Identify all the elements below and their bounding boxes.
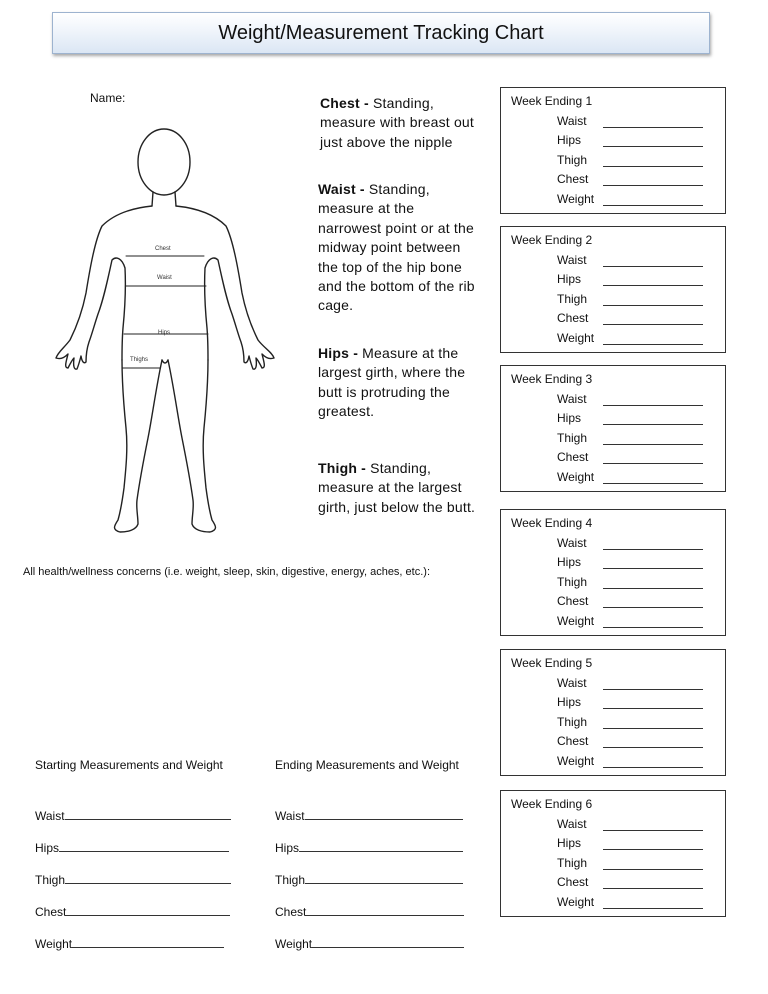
starting-measurements [35, 756, 235, 951]
week-field-entry-line[interactable] [603, 908, 703, 909]
ending-field-label: Weight [275, 937, 313, 951]
week-field-entry-line[interactable] [603, 888, 703, 889]
week-field-label: Thigh [557, 152, 588, 167]
ending-measurements [275, 756, 475, 951]
week-field-label: Chest [557, 594, 589, 609]
week-field-entry-line[interactable] [603, 324, 703, 325]
week-field-entry-line[interactable] [603, 689, 703, 690]
starting-entry-line[interactable] [72, 936, 224, 948]
week-field-entry-line[interactable] [603, 127, 703, 128]
ending-field-label: Hips [275, 841, 300, 855]
week-field-entry-line[interactable] [603, 830, 703, 831]
week-field-entry-line[interactable] [603, 607, 703, 608]
week-title: Week Ending 3 [511, 372, 593, 386]
week-field-label: Hips [557, 836, 582, 851]
name-label: Name: [90, 91, 126, 105]
week-field-label: Thigh [557, 855, 588, 870]
ending-entry-line[interactable] [306, 904, 464, 916]
week-field-label: Chest [557, 875, 589, 890]
figure-label-thighs: Thighs [130, 357, 149, 363]
week-field-label: Waist [557, 114, 587, 128]
hips-text: Measure at the largest girth, where the butt is protruding the greatest. [318, 345, 466, 420]
week-field-entry-line[interactable] [603, 344, 703, 345]
week-box-4 [500, 509, 726, 636]
week-field-label: Waist [557, 536, 587, 550]
week-field-entry-line[interactable] [603, 205, 703, 206]
week-field-entry-line[interactable] [603, 424, 703, 425]
starting-row [35, 808, 231, 823]
ending-entry-line[interactable] [305, 808, 463, 820]
starting-row [35, 904, 230, 919]
starting-entry-line[interactable] [59, 840, 229, 852]
ending-row [275, 840, 463, 855]
week-title: Week Ending 4 [511, 516, 593, 530]
week-title: Week Ending 5 [511, 656, 593, 670]
week-title: Week Ending 1 [511, 94, 593, 108]
ending-row [275, 904, 464, 919]
ending-row [275, 936, 464, 951]
week-field-entry-line[interactable] [603, 588, 703, 589]
week-field-entry-line[interactable] [603, 767, 703, 768]
week-field-label: Hips [557, 411, 582, 426]
week-field-entry-line[interactable] [603, 166, 703, 167]
starting-entry-line[interactable] [65, 872, 231, 884]
week-field-entry-line[interactable] [603, 146, 703, 147]
week-field-entry-line[interactable] [603, 305, 703, 306]
chest-term: Chest - [320, 95, 369, 111]
week-field-entry-line[interactable] [603, 568, 703, 569]
week-field-label: Weight [557, 753, 595, 768]
ending-field-label: Thigh [275, 873, 306, 887]
week-field-entry-line[interactable] [603, 869, 703, 870]
figure-label-waist: Waist [157, 275, 172, 281]
starting-field-label: Waist [35, 809, 65, 823]
ending-field-label: Waist [275, 809, 305, 823]
week-field-entry-line[interactable] [603, 266, 703, 267]
starting-field-label: Thigh [35, 873, 66, 887]
waist-text: Standing, measure at the narrowest point or at the midway point between the top of the hip bone and the bottom of the rib cage. [318, 181, 475, 314]
week-field-entry-line[interactable] [603, 627, 703, 628]
week-field-label: Thigh [557, 291, 588, 306]
week-field-entry-line[interactable] [603, 285, 703, 286]
week-field-label: Weight [557, 469, 595, 484]
starting-row [35, 872, 231, 887]
week-field-label: Hips [557, 555, 582, 570]
week-field-label: Hips [557, 272, 582, 287]
week-box-3 [500, 365, 726, 492]
week-field-label: Hips [557, 695, 582, 710]
figure-label-chest: Chest [155, 246, 171, 252]
week-field-entry-line[interactable] [603, 483, 703, 484]
week-field-label: Waist [557, 253, 587, 267]
waist-term: Waist - [318, 181, 365, 197]
page-title: Weight/Measurement Tracking Chart [52, 12, 710, 54]
week-field-label: Thigh [557, 430, 588, 445]
ending-entry-line[interactable] [312, 936, 464, 948]
starting-field-label: Hips [35, 841, 60, 855]
ending-field-label: Chest [275, 905, 307, 919]
ending-row [275, 872, 463, 887]
ending-entry-line[interactable] [305, 872, 463, 884]
starting-row [35, 936, 224, 951]
week-field-entry-line[interactable] [603, 405, 703, 406]
week-field-label: Hips [557, 133, 582, 148]
starting-entry-line[interactable] [66, 904, 230, 916]
week-field-entry-line[interactable] [603, 747, 703, 748]
week-field-entry-line[interactable] [603, 463, 703, 464]
thigh-term: Thigh - [318, 460, 367, 476]
starting-heading: Starting Measurements and Weight [35, 758, 223, 772]
ending-entry-line[interactable] [299, 840, 463, 852]
starting-field-label: Weight [35, 937, 73, 951]
week-field-entry-line[interactable] [603, 549, 703, 550]
starting-entry-line[interactable] [65, 808, 231, 820]
week-field-entry-line[interactable] [603, 728, 703, 729]
week-field-label: Weight [557, 191, 595, 206]
week-field-label: Chest [557, 450, 589, 465]
chest-description [320, 94, 480, 152]
starting-row [35, 840, 229, 855]
figure-label-hips: Hips [158, 330, 171, 336]
week-field-label: Chest [557, 734, 589, 749]
week-field-label: Waist [557, 676, 587, 690]
week-field-label: Thigh [557, 714, 588, 729]
week-box-2 [500, 226, 726, 353]
week-field-entry-line[interactable] [603, 185, 703, 186]
week-field-label: Thigh [557, 574, 588, 589]
body-outline-figure [40, 128, 290, 558]
hips-term: Hips - [318, 345, 359, 361]
week-field-label: Weight [557, 613, 595, 628]
hips-description [318, 344, 478, 422]
thigh-text: Standing, measure at the largest girth, just below the butt. [318, 460, 476, 515]
week-field-label: Waist [557, 817, 587, 831]
concerns-label: All health/wellness concerns (i.e. weight, sleep, skin, digestive, energy, aches, etc.): [23, 566, 430, 578]
week-field-label: Chest [557, 311, 589, 326]
week-field-label: Weight [557, 330, 595, 345]
week-field-entry-line[interactable] [603, 849, 703, 850]
thigh-description [318, 459, 478, 517]
chest-text: Standing, measure with breast out just above the nipple [320, 95, 475, 150]
week-box-5 [500, 649, 726, 776]
week-box-1 [500, 87, 726, 214]
waist-description [318, 180, 478, 316]
week-field-entry-line[interactable] [603, 708, 703, 709]
week-title: Week Ending 6 [511, 797, 593, 811]
week-title: Week Ending 2 [511, 233, 593, 247]
ending-heading: Ending Measurements and Weight [275, 758, 459, 772]
week-field-label: Chest [557, 172, 589, 187]
starting-field-label: Chest [35, 905, 67, 919]
week-field-label: Weight [557, 894, 595, 909]
week-field-entry-line[interactable] [603, 444, 703, 445]
week-box-6 [500, 790, 726, 917]
head-outline [138, 129, 190, 195]
ending-row [275, 808, 463, 823]
week-field-label: Waist [557, 392, 587, 406]
